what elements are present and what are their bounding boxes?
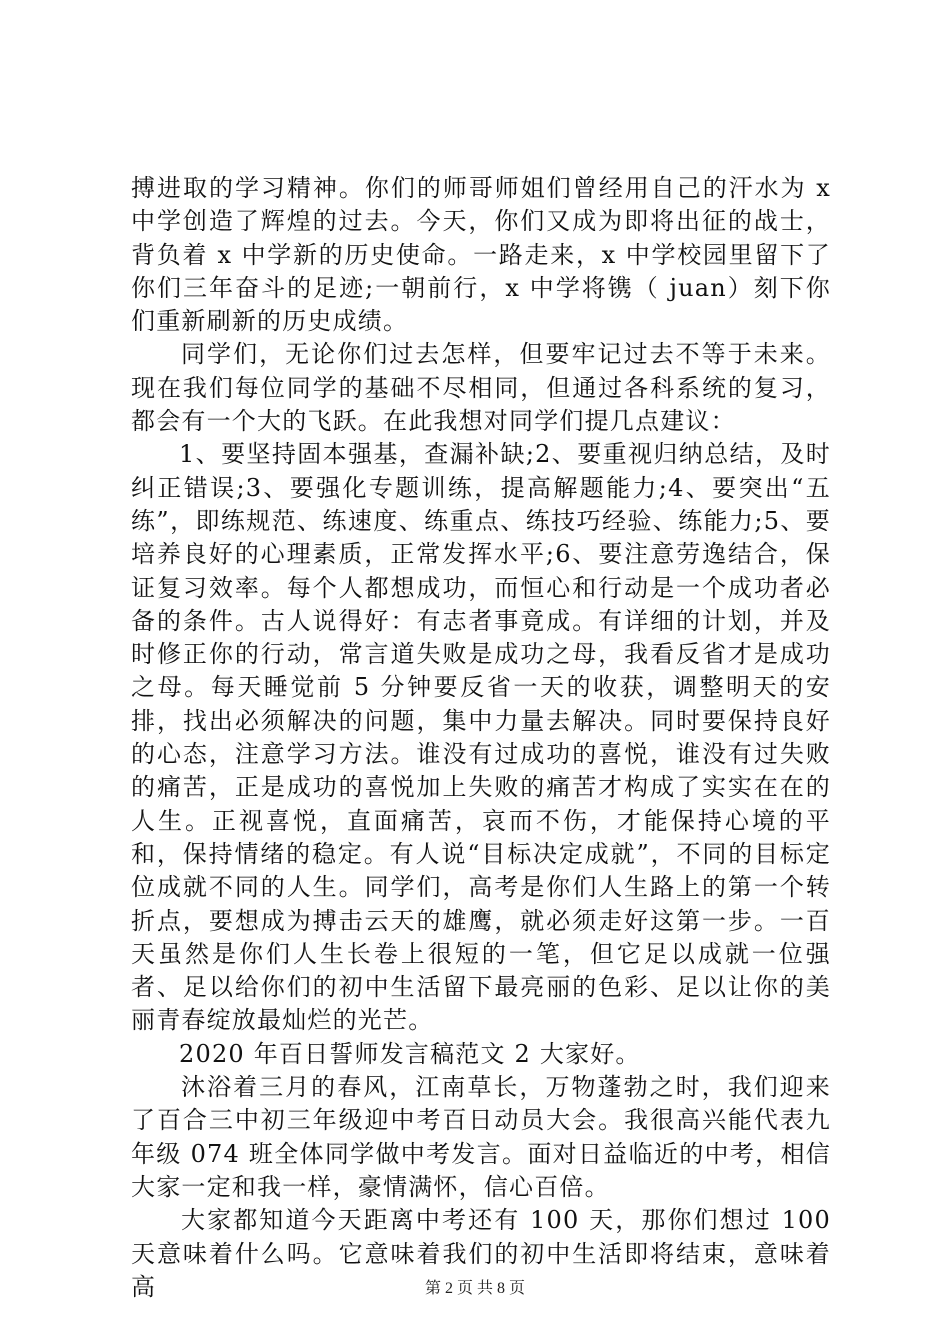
paragraph-advice-list: 1、要坚持固本强基，查漏补缺;2、要重视归纳总结，及时纠正错误;3、要强化专题训练，提高解题能力;4、要突出“五练”，即练规范、练速度、练重点、练技巧经验、练能力;5、要培养良好的心理素质，正常发挥水平;6、要注意劳逸结合，保证复习效率。每个人都想成功，而恒心和行动是一个成功者必备的条件。古人说得好：有志者事竟成。有详细的计划，并及时修正你的行动，常言道失败是成功之母，我看反省才是成功之母。每天睡觉前 5 分钟要反省一天的收获，调整明天的安排，找出必须解决的问题，集中力量去解决。同时要保持良好的心态，注意学习方法。谁没有过成功的喜悦，谁没有过失败的痛苦，正是成功的喜悦加上失败的痛苦才构成了实实在在的人生。正视喜悦，直面痛苦，哀而不伤，才能保持心境的平和，保持情绪的稳定。有人说“目标决定成就”，不同的目标定位成就不同的人生。同学们，高考是你们人生路上的第一个转折点，要想成为搏击云天的雄鹰，就必须走好这第一步。一百天虽然是你们人生长卷上很短的一笔，但它足以成就一位强者、足以给你们的初中生活留下最亮丽的色彩、足以让你的美丽青春绽放最灿烂的光芒。 [131,440,831,1035]
paragraph-advice-intro: 同学们，无论你们过去怎样，但要牢记过去不等于未来。现在我们每位同学的基础不尽相同，但通过各科系统的复习，都会有一个大的飞跃。在此我想对同学们提几点建议： [131,340,831,436]
paragraph-continuation: 搏进取的学习精神。你们的师哥师姐们曾经用自己的汗水为 x 中学创造了辉煌的过去。今天，你们又成为即将出征的战士，背负着 x 中学新的历史使命。一路走来，x 中学校园里留下了你们三年奋斗的足迹;一朝前行，x 中学将镌（ juan）刻下你们重新刷新的历史成绩。 [131,174,831,336]
paragraph-100-days: 大家都知道今天距离中考还有 100 天，那你们想过 100 天意味着什么吗。它意味着我们的初中生活即将结束，意味着高 [131,1206,831,1301]
document-body [131,172,831,1304]
paragraph-section-heading: 2020 年百日誓师发言稿范文 2 大家好。 [179,1039,641,1068]
paragraph-opening: 沐浴着三月的春风，江南草长，万物蓬勃之时，我们迎来了百合三中初三年级迎中考百日动员大会。我很高兴能代表九年级 074 班全体同学做中考发言。面对日益临近的中考，相信大家一定和我一样，豪情满怀，信心百倍。 [131,1073,831,1201]
page-number-footer: 第 2 页 共 8 页 [424,1280,525,1297]
